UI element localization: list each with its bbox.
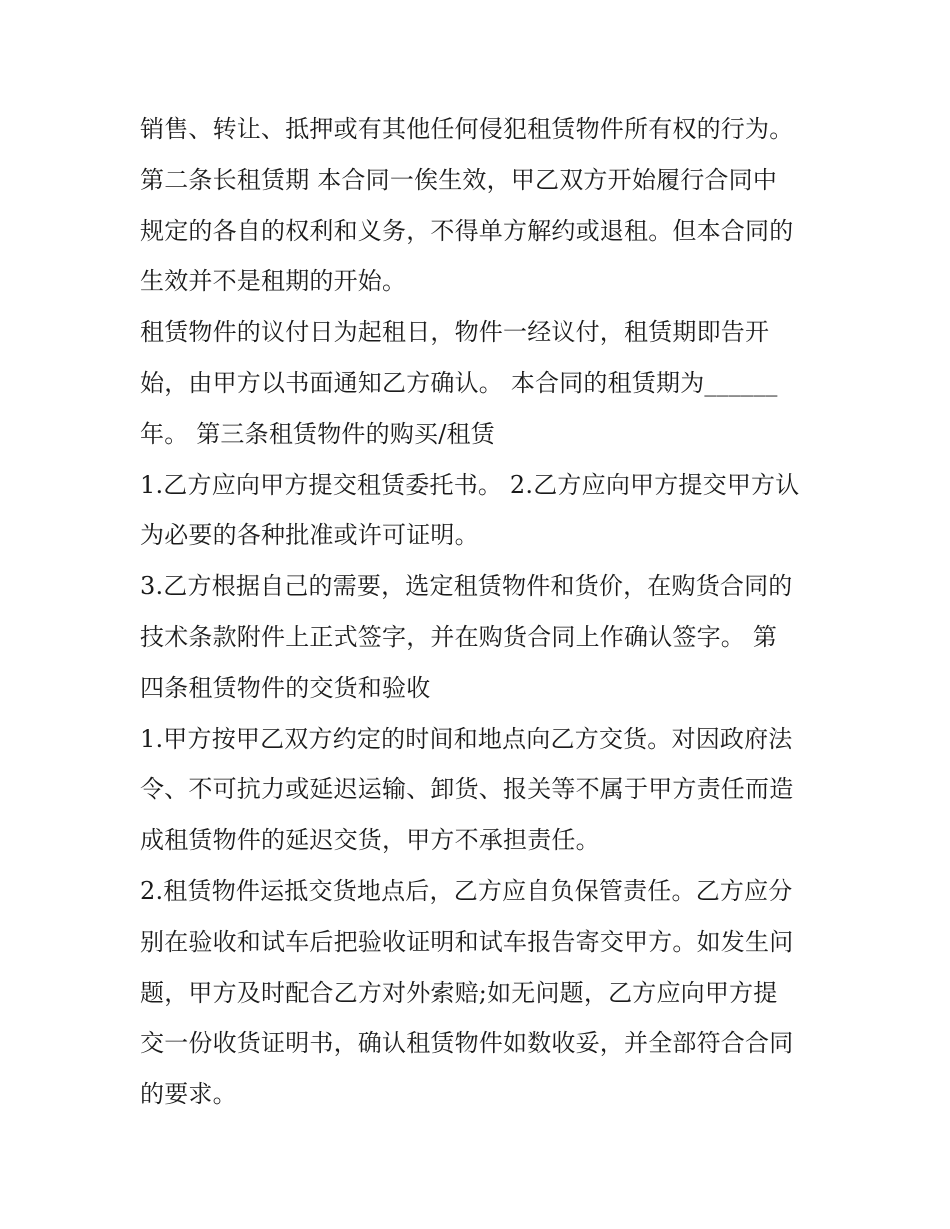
text-line: 销售、转让、抵押或有其他任何侵犯租赁物件所有权的行为。 bbox=[140, 115, 794, 143]
text-line: 始，由甲方以书面通知乙方确认。 本合同的租赁期为______ bbox=[140, 368, 778, 397]
text-line: 技术条款附件上正式签字，并在购货合同上作确认签字。 第 bbox=[140, 622, 778, 651]
text-line: 交一份收货证明书，确认租赁物件如数收妥，并全部符合合同 bbox=[140, 1029, 794, 1058]
text-line: 2.租赁物件运抵交货地点后，乙方应自负保管责任。乙方应分 bbox=[140, 876, 793, 905]
text-line: 成租赁物件的延迟交货，甲方不承担责任。 bbox=[140, 826, 600, 855]
text-line: 生效并不是租期的开始。 bbox=[140, 267, 407, 296]
text-line: 租赁物件的议付日为起租日，物件一经议付，租赁期即告开 bbox=[140, 318, 770, 347]
text-line: 3.乙方根据自己的需要，选定租赁物件和货价，在购货合同的 bbox=[140, 572, 793, 601]
document-body bbox=[140, 104, 820, 1120]
text-line: 1.乙方应向甲方提交租赁委托书。 2.乙方应向甲方提交甲方认 bbox=[140, 470, 800, 499]
text-line: 题，甲方及时配合乙方对外索赔;如无问题，乙方应向甲方提 bbox=[140, 978, 778, 1007]
text-line: 令、不可抗力或延迟运输、卸货、报关等不属于甲方责任而造 bbox=[140, 775, 794, 804]
text-line: 第二条长租赁期 本合同一俟生效，甲乙双方开始履行合同中 bbox=[140, 165, 778, 194]
text-line: 年。 第三条租赁物件的购买/租赁 bbox=[140, 419, 495, 448]
text-line: 四条租赁物件的交货和验收 bbox=[140, 673, 431, 702]
text-line: 1.甲方按甲乙双方约定的时间和地点向乙方交货。对因政府法 bbox=[140, 724, 793, 753]
text-line: 规定的各自的权利和义务，不得单方解约或退租。但本合同的 bbox=[140, 216, 794, 245]
text-line: 为必要的各种批准或许可证明。 bbox=[140, 521, 479, 550]
text-line: 的要求。 bbox=[140, 1080, 237, 1109]
text-line: 别在验收和试车后把验收证明和试车报告寄交甲方。如发生问 bbox=[140, 927, 794, 956]
